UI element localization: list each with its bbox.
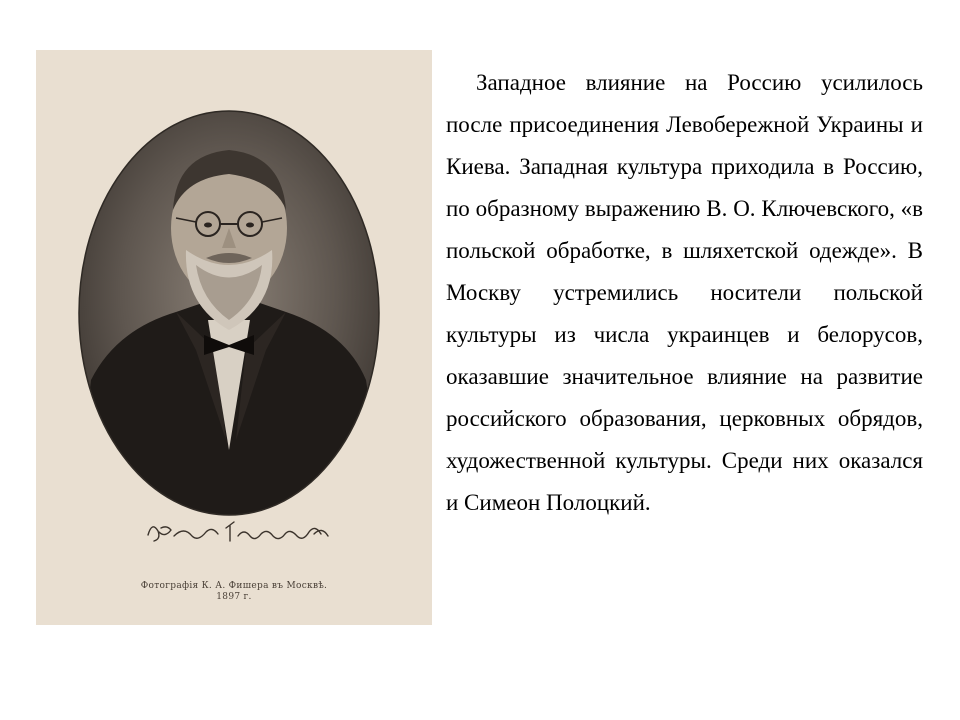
portrait-photo [36,50,432,625]
main-text [446,62,923,524]
photo-caption [36,581,432,603]
portrait-plate [36,50,432,625]
caption-line-2: 1897 г. [216,592,252,602]
caption-line-1: Фотографія К. А. Фишера въ Москвѣ. [140,581,328,591]
signature [148,522,328,541]
body-paragraph: Западное влияние на Россию усилилось после присоединения Левобережной Украины и Киева. Западная культура приходила в Россию, по образному выражению В. О. Ключевского, «в польской обработке, в шляхетской одежде». В Москву устремились носители польской культуры из числа украинцев и белорусов, оказавшие значительное влияние на развитие российского образования, церковных обрядов, художественной культуры. Среди них оказался и Симеон Полоцкий. [446,70,923,515]
